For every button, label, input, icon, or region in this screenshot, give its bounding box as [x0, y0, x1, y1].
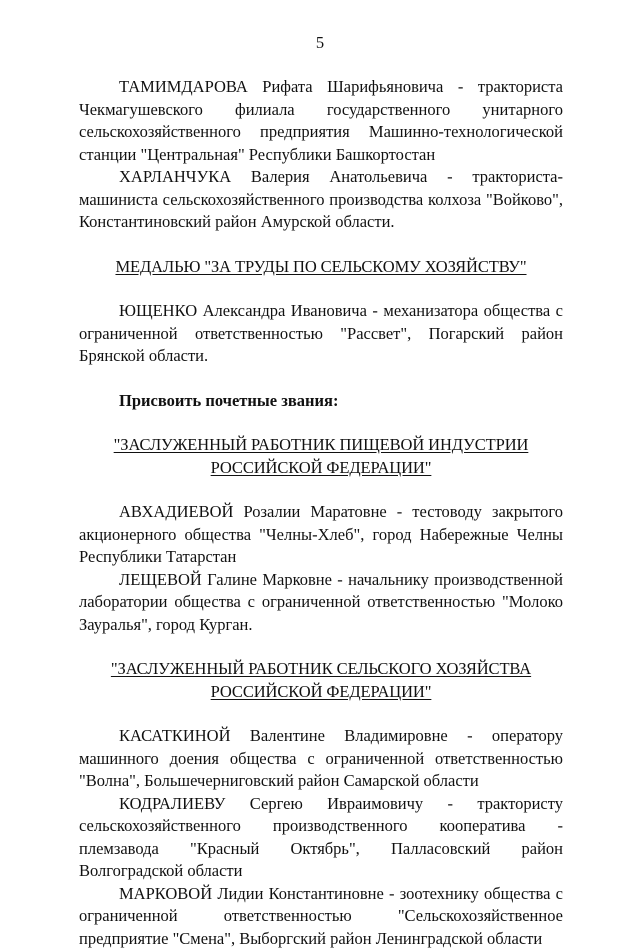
- food-industry-heading-line-2: РОССИЙСКОЙ ФЕДЕРАЦИИ": [79, 457, 563, 480]
- food-industry-heading: [79, 434, 563, 479]
- page-number: 5: [0, 32, 640, 55]
- medal-heading: МЕДАЛЬЮ "ЗА ТРУДЫ ПО СЕЛЬСКОМУ ХОЗЯЙСТВУ": [79, 256, 563, 279]
- award-paragraph-tamimdarov: ТАМИМДАРОВА Рифата Шарифьяновича - тракториста Чекмагушевского филиала государственного унитарного сельскохозяйственного предприятия Машинно-технологической станции "Центральная" Республики Башкортостан: [79, 76, 563, 166]
- agriculture-heading-line-2: РОССИЙСКОЙ ФЕДЕРАЦИИ": [79, 681, 563, 704]
- award-paragraph-avkhadieva: АВХАДИЕВОЙ Розалии Маратовне - тестоводу закрытого акционерного общества "Челны-Хлеб", город Набережные Челны Республики Татарстан: [79, 501, 563, 569]
- award-paragraph-kasatkina: КАСАТКИНОЙ Валентине Владимировне - оператору машинного доения общества с ограниченной ответственностью "Волна", Большечерниговский район Самарской области: [79, 725, 563, 793]
- award-paragraph-kodraliev: КОДРАЛИЕВУ Сергею Ивраимовичу - трактористу сельскохозяйственного производственного кооператива - племзавода "Красный Октябрь", Палласовский район Волгоградской области: [79, 793, 563, 883]
- award-paragraph-yushchenko: ЮЩЕНКО Александра Ивановича - механизатора общества с ограниченной ответственностью "Рассвет", Погарский район Брянской области.: [79, 300, 563, 368]
- award-paragraph-markova: МАРКОВОЙ Лидии Константиновне - зоотехнику общества с ограниченной ответственностью "Сельскохозяйственное предприятие "Смена", Выборгский район Ленинградской области: [79, 883, 563, 950]
- agriculture-heading-line-1: "ЗАСЛУЖЕННЫЙ РАБОТНИК СЕЛЬСКОГО ХОЗЯЙСТВА: [79, 658, 563, 681]
- agriculture-heading: [79, 658, 563, 703]
- document-body: [79, 76, 563, 950]
- award-paragraph-kharlanchuk: ХАРЛАНЧУКА Валерия Анатольевича - тракториста-машиниста сельскохозяйственного производства колхоза "Войково", Константиновский район Амурской области.: [79, 166, 563, 234]
- award-paragraph-leshcheva: ЛЕЩЕВОЙ Галине Марковне - начальнику производственной лаборатории общества с ограниченной ответственностью "Молоко Зауралья", город Курган.: [79, 569, 563, 637]
- honorary-titles-heading: Присвоить почетные звания:: [79, 390, 563, 413]
- food-industry-heading-line-1: "ЗАСЛУЖЕННЫЙ РАБОТНИК ПИЩЕВОЙ ИНДУСТРИИ: [79, 434, 563, 457]
